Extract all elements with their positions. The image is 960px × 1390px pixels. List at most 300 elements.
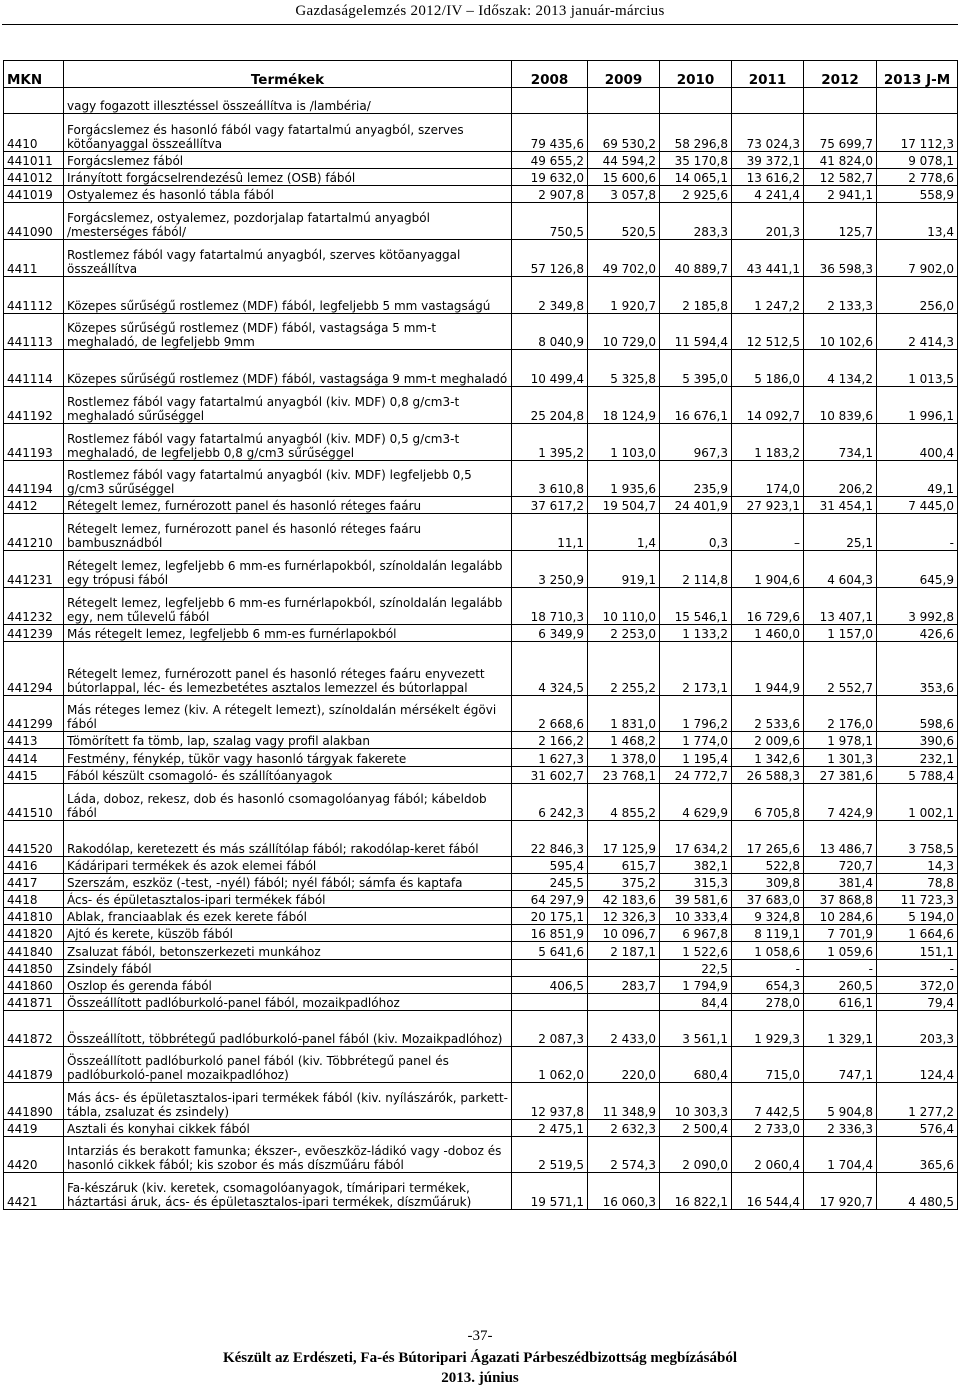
value-cell-2009: 10 110,0 [588,588,660,625]
product-name-cell: Zsindely fából [64,960,512,977]
table-row [4,732,958,749]
value-cell-2012: 616,1 [804,994,877,1011]
value-cell-2010: 15 546,1 [660,588,732,625]
value-cell-2009: 919,1 [588,551,660,588]
value-cell-2008: 10 499,4 [512,350,588,387]
table-row [4,874,958,891]
value-cell-2009: 375,2 [588,874,660,891]
value-cell-2008: 12 937,8 [512,1083,588,1120]
value-cell-2008: 5 641,6 [512,942,588,960]
value-cell-2012: - [804,960,877,977]
product-name-cell: Összeállított, többrétegű padlóburkoló-panel fából (kiv. Mozaikpadlóhoz) [64,1011,512,1047]
product-name-cell: Asztali és konyhai cikkek fából [64,1120,512,1137]
table-row [4,551,958,588]
value-cell-2013-j-m: 2 778,6 [877,169,958,186]
mkn-code-cell: 4412 [4,497,64,514]
value-cell-2010: 17 634,2 [660,821,732,857]
product-name-cell: Ablak, franciaablak és ezek kerete fából [64,908,512,925]
mkn-code-cell: 4420 [4,1137,64,1173]
value-cell-2010: 2 925,6 [660,186,732,203]
mkn-code-cell: 441871 [4,994,64,1011]
value-cell-2010: 11 594,4 [660,314,732,350]
mkn-code-cell: 441890 [4,1083,64,1120]
running-head: Gazdaságelemzés 2012/IV – Időszak: 2013 január-március [0,0,960,26]
value-cell-2010: 16 676,1 [660,387,732,424]
product-name-cell: Rétegelt lemez, legfeljebb 6 mm-es furnérlapokból, színoldalán legalább egy trópusi fából [64,551,512,588]
mkn-code-cell: 441114 [4,350,64,387]
mkn-code-cell: 4419 [4,1120,64,1137]
value-cell-2010: 315,3 [660,874,732,891]
value-cell-2009: 3 057,8 [588,186,660,203]
value-cell-2013-j-m: 7 902,0 [877,240,958,277]
value-cell-2013-j-m: 14,3 [877,857,958,874]
value-cell-2013-j-m: 3 992,8 [877,588,958,625]
product-name-cell: Ostyalemez és hasonló tábla fából [64,186,512,203]
table-row [4,169,958,186]
publication-date: 2013. június [441,1370,519,1386]
table-row [4,891,958,908]
product-name-cell: Rakodólap, keretezett és más szállítólap fából; rakodólap-keret fából [64,821,512,857]
value-cell-2012: 7 701,9 [804,925,877,942]
value-cell-2008: 22 846,3 [512,821,588,857]
value-cell-2012: 31 454,1 [804,497,877,514]
product-name-cell: Rétegelt lemez, legfeljebb 6 mm-es furnérlapokból, színoldalán legalább egy, nem tűlevelű fából [64,588,512,625]
value-cell-2013-j-m: 1 002,1 [877,784,958,821]
value-cell-2010: 1 774,0 [660,732,732,749]
table-header-row [4,61,958,88]
table-row [4,642,958,696]
value-cell-2012: 1 059,6 [804,942,877,960]
value-cell-2009 [588,994,660,1011]
value-cell-2010: 35 170,8 [660,152,732,169]
product-name-cell: Rostlemez fából vagy fatartalmú anyagból (kiv. MDF) 0,8 g/cm3-t meghaladó sűrűséggel [64,387,512,424]
mkn-code-cell: 441231 [4,551,64,588]
mkn-code-cell: 4421 [4,1173,64,1210]
value-cell-2012: 10 284,6 [804,908,877,925]
value-cell-2010: 39 581,6 [660,891,732,908]
value-cell-2011: 1 342,6 [732,749,804,767]
value-cell-2009: 220,0 [588,1047,660,1083]
mkn-code-cell: 441299 [4,696,64,732]
table-row [4,1173,958,1210]
header-2010: 2010 [660,61,732,88]
value-cell-2012: 381,4 [804,874,877,891]
value-cell-2009: 11 348,9 [588,1083,660,1120]
value-cell-2012: 4 134,2 [804,350,877,387]
value-cell-2009: 42 183,6 [588,891,660,908]
value-cell-2011: 16 729,6 [732,588,804,625]
value-cell-2011: 278,0 [732,994,804,1011]
value-cell-2008: 2 349,8 [512,277,588,314]
mkn-code-cell: 4415 [4,767,64,784]
value-cell-2012: 13 486,7 [804,821,877,857]
value-cell-2010: 40 889,7 [660,240,732,277]
value-cell-2013-j-m: 11 723,3 [877,891,958,908]
value-cell-2008: 1 395,2 [512,424,588,461]
value-cell-2013-j-m [877,88,958,114]
table-row [4,960,958,977]
product-name-cell: Rostlemez fából vagy fatartalmú anyagból (kiv. MDF) 0,5 g/cm3-t meghaladó, de legfeljebb 0,8 g/cm3 sűrűséggel [64,424,512,461]
value-cell-2013-j-m: 400,4 [877,424,958,461]
mkn-code-cell [4,88,64,114]
value-cell-2012: 41 824,0 [804,152,877,169]
value-cell-2009: 2 574,3 [588,1137,660,1173]
product-name-cell: Rostlemez fából vagy fatartalmú anyagból, szerves kötõanyaggal összeállítva [64,240,512,277]
value-cell-2010: 967,3 [660,424,732,461]
value-cell-2009: 1 378,0 [588,749,660,767]
value-cell-2008: 49 655,2 [512,152,588,169]
value-cell-2009: 2 253,0 [588,625,660,642]
value-cell-2009: 19 504,7 [588,497,660,514]
value-cell-2012: 1 157,0 [804,625,877,642]
value-cell-2013-j-m: 17 112,3 [877,114,958,152]
value-cell-2009: 1 935,6 [588,461,660,497]
value-cell-2008: 79 435,6 [512,114,588,152]
value-cell-2008: 20 175,1 [512,908,588,925]
value-cell-2011: 1 944,9 [732,642,804,696]
product-name-cell: Forgácslemez, ostyalemez, pozdorjalap fatartalmú anyagból /mesterséges fából/ [64,203,512,240]
value-cell-2013-j-m: 598,6 [877,696,958,732]
product-name-cell: Közepes sűrűségű rostlemez (MDF) fából, vastagsága 5 mm-t meghaladó, de legfeljebb 9mm [64,314,512,350]
value-cell-2009: 2 433,0 [588,1011,660,1047]
mkn-code-cell: 441210 [4,514,64,551]
value-cell-2013-j-m: 203,3 [877,1011,958,1047]
value-cell-2013-j-m: 49,1 [877,461,958,497]
table-row [4,784,958,821]
value-cell-2010: 5 395,0 [660,350,732,387]
value-cell-2012: 125,7 [804,203,877,240]
table-row [4,1083,958,1120]
value-cell-2008: 4 324,5 [512,642,588,696]
value-cell-2009: 1 920,7 [588,277,660,314]
value-cell-2009: 520,5 [588,203,660,240]
value-cell-2010: 84,4 [660,994,732,1011]
value-cell-2010: 3 561,1 [660,1011,732,1047]
mkn-code-cell: 441192 [4,387,64,424]
value-cell-2011: 1 247,2 [732,277,804,314]
table-row [4,908,958,925]
value-cell-2010: 2 500,4 [660,1120,732,1137]
mkn-code-cell: 441012 [4,169,64,186]
value-cell-2008: 6 349,9 [512,625,588,642]
value-cell-2012: 17 920,7 [804,1173,877,1210]
value-cell-2008: 3 250,9 [512,551,588,588]
value-cell-2011: 4 241,4 [732,186,804,203]
value-cell-2009: 4 855,2 [588,784,660,821]
mkn-code-cell: 441820 [4,925,64,942]
mkn-code-cell: 441872 [4,1011,64,1047]
value-cell-2011: 174,0 [732,461,804,497]
value-cell-2009: 1,4 [588,514,660,551]
value-cell-2012: 2 552,7 [804,642,877,696]
table-row [4,152,958,169]
value-cell-2010: 382,1 [660,857,732,874]
table-row [4,424,958,461]
page-number: -37- [467,1328,493,1344]
value-cell-2012: 206,2 [804,461,877,497]
value-cell-2008 [512,88,588,114]
value-cell-2013-j-m: 2 414,3 [877,314,958,350]
value-cell-2011: 1 058,6 [732,942,804,960]
value-cell-2013-j-m: 5 194,0 [877,908,958,925]
value-cell-2012: 747,1 [804,1047,877,1083]
value-cell-2008: 2 087,3 [512,1011,588,1047]
table-row [4,749,958,767]
value-cell-2010: 10 303,3 [660,1083,732,1120]
value-cell-2011: 9 324,8 [732,908,804,925]
product-name-cell: Fából készült csomagoló- és szállítóanyagok [64,767,512,784]
value-cell-2013-j-m: 151,1 [877,942,958,960]
product-statistics-table [3,60,958,1210]
product-name-cell: Más réteges lemez (kiv. A rétegelt lemezt), színoldalán mérsékelt égövi fából [64,696,512,732]
value-cell-2008: 8 040,9 [512,314,588,350]
value-cell-2008: 6 242,3 [512,784,588,821]
table-row [4,821,958,857]
value-cell-2013-j-m: 372,0 [877,977,958,994]
value-cell-2013-j-m: 256,0 [877,277,958,314]
value-cell-2012: 2 941,1 [804,186,877,203]
table-row [4,186,958,203]
table-row [4,625,958,642]
header-2011: 2011 [732,61,804,88]
table-row [4,994,958,1011]
value-cell-2009: 1 468,2 [588,732,660,749]
value-cell-2009: 49 702,0 [588,240,660,277]
value-cell-2012: 7 424,9 [804,784,877,821]
value-cell-2012: 1 704,4 [804,1137,877,1173]
product-name-cell: Fa-készáruk (kiv. keretek, csomagolóanyagok, tímáripari termékek, háztartási áruk, ács- és épületasztalos-ipari termékek, díszműáruk) [64,1173,512,1210]
table-row [4,1137,958,1173]
mkn-code-cell: 4413 [4,732,64,749]
value-cell-2010: 58 296,8 [660,114,732,152]
value-cell-2009: 5 325,8 [588,350,660,387]
value-cell-2013-j-m: 576,4 [877,1120,958,1137]
value-cell-2012: 25,1 [804,514,877,551]
value-cell-2012: 2 133,3 [804,277,877,314]
product-name-cell: vagy fogazott illesztéssel összeállítva is /lambéria/ [64,88,512,114]
product-name-cell: Irányított forgácselrendezésû lemez (OSB) fából [64,169,512,186]
mkn-code-cell: 4410 [4,114,64,152]
value-cell-2010: 24 772,7 [660,767,732,784]
value-cell-2013-j-m: 9 078,1 [877,152,958,169]
table-row [4,88,958,114]
value-cell-2012: 13 407,1 [804,588,877,625]
value-cell-2010: 2 090,0 [660,1137,732,1173]
value-cell-2010: 1 195,4 [660,749,732,767]
header-2013-j-m: 2013 J-M [877,61,958,88]
value-cell-2009: 12 326,3 [588,908,660,925]
value-cell-2013-j-m: 1 664,6 [877,925,958,942]
value-cell-2012: 36 598,3 [804,240,877,277]
table-row [4,114,958,152]
product-name-cell: Más rétegelt lemez, legfeljebb 6 mm-es furnérlapokból [64,625,512,642]
value-cell-2011: 12 512,5 [732,314,804,350]
value-cell-2013-j-m: - [877,960,958,977]
value-cell-2011: 17 265,6 [732,821,804,857]
value-cell-2008: 18 710,3 [512,588,588,625]
table-row [4,203,958,240]
table-row [4,696,958,732]
product-name-cell: Összeállított padlóburkoló panel fából (kiv. Többrétegű panel és padlóburkoló-panel mozaikpadlóhoz) [64,1047,512,1083]
mkn-code-cell: 441193 [4,424,64,461]
value-cell-2009: 10 096,7 [588,925,660,942]
value-cell-2010: 24 401,9 [660,497,732,514]
table-row [4,767,958,784]
value-cell-2010: 6 967,8 [660,925,732,942]
table-row [4,350,958,387]
value-cell-2008: 1 062,0 [512,1047,588,1083]
product-name-cell: Tömörített fa tömb, lap, szalag vagy profil alakban [64,732,512,749]
table-row [4,277,958,314]
value-cell-2009: 16 060,3 [588,1173,660,1210]
mkn-code-cell: 441840 [4,942,64,960]
table-row [4,925,958,942]
header-2008: 2008 [512,61,588,88]
product-name-cell: Ács- és épületasztalos-ipari termékek fából [64,891,512,908]
value-cell-2013-j-m: 79,4 [877,994,958,1011]
value-cell-2010: 283,3 [660,203,732,240]
value-cell-2010: 14 065,1 [660,169,732,186]
value-cell-2011: 1 929,3 [732,1011,804,1047]
mkn-code-cell: 4416 [4,857,64,874]
value-cell-2010: 16 822,1 [660,1173,732,1210]
table-row [4,977,958,994]
mkn-code-cell: 441194 [4,461,64,497]
mkn-code-cell: 441112 [4,277,64,314]
value-cell-2013-j-m: 1 013,5 [877,350,958,387]
value-cell-2011: 1 904,6 [732,551,804,588]
value-cell-2012: 2 336,3 [804,1120,877,1137]
value-cell-2012: 734,1 [804,424,877,461]
value-cell-2009: 1 831,0 [588,696,660,732]
product-name-cell: Intarziás és berakott famunka; ékszer-, evõeszköz-ládikó vagy -doboz és hasonló cikkek fából; kis szobor és más díszműáru fából [64,1137,512,1173]
value-cell-2013-j-m: 426,6 [877,625,958,642]
value-cell-2009: 2 187,1 [588,942,660,960]
value-cell-2008: 406,5 [512,977,588,994]
value-cell-2011: – [732,514,804,551]
value-cell-2008: 2 907,8 [512,186,588,203]
value-cell-2010: 0,3 [660,514,732,551]
value-cell-2009: 10 729,0 [588,314,660,350]
mkn-code-cell: 441232 [4,588,64,625]
mkn-code-cell: 4417 [4,874,64,891]
product-name-cell: Forgácslemez fából [64,152,512,169]
value-cell-2008: 2 475,1 [512,1120,588,1137]
value-cell-2008 [512,960,588,977]
value-cell-2011: 27 923,1 [732,497,804,514]
value-cell-2008: 64 297,9 [512,891,588,908]
table-row [4,588,958,625]
table-body [4,88,958,1210]
mkn-code-cell: 441510 [4,784,64,821]
value-cell-2012: 1 978,1 [804,732,877,749]
value-cell-2011: - [732,960,804,977]
value-cell-2010: 2 114,8 [660,551,732,588]
value-cell-2008 [512,994,588,1011]
value-cell-2013-j-m: 232,1 [877,749,958,767]
value-cell-2011: 309,8 [732,874,804,891]
value-cell-2012: 1 301,3 [804,749,877,767]
value-cell-2009: 69 530,2 [588,114,660,152]
mkn-code-cell: 441850 [4,960,64,977]
value-cell-2011: 2 060,4 [732,1137,804,1173]
value-cell-2012: 27 381,6 [804,767,877,784]
value-cell-2011: 5 186,0 [732,350,804,387]
table-row [4,857,958,874]
value-cell-2013-j-m: 13,4 [877,203,958,240]
value-cell-2008: 2 519,5 [512,1137,588,1173]
value-cell-2009: 15 600,6 [588,169,660,186]
value-cell-2008: 595,4 [512,857,588,874]
value-cell-2013-j-m: 365,6 [877,1137,958,1173]
value-cell-2009: 283,7 [588,977,660,994]
value-cell-2008: 57 126,8 [512,240,588,277]
value-cell-2008: 25 204,8 [512,387,588,424]
mkn-code-cell: 441113 [4,314,64,350]
value-cell-2009: 1 103,0 [588,424,660,461]
value-cell-2011: 6 705,8 [732,784,804,821]
value-cell-2010 [660,88,732,114]
value-cell-2008: 31 602,7 [512,767,588,784]
table-row [4,942,958,960]
value-cell-2011: 201,3 [732,203,804,240]
value-cell-2012: 1 329,1 [804,1011,877,1047]
value-cell-2011: 7 442,5 [732,1083,804,1120]
table-row [4,497,958,514]
value-cell-2012 [804,88,877,114]
value-cell-2008: 2 166,2 [512,732,588,749]
header-2009: 2009 [588,61,660,88]
value-cell-2008: 245,5 [512,874,588,891]
value-cell-2012: 10 102,6 [804,314,877,350]
product-name-cell: Rétegelt lemez, furnérozott panel és hasonló réteges faáru [64,497,512,514]
product-name-cell: Forgácslemez és hasonló fából vagy fatartalmú anyagból, szerves kötőanyaggal összeállítva [64,114,512,152]
header-2012: 2012 [804,61,877,88]
header-mkn: MKN [4,61,64,88]
value-cell-2009: 18 124,9 [588,387,660,424]
value-cell-2011: 1 183,2 [732,424,804,461]
value-cell-2008: 11,1 [512,514,588,551]
value-cell-2010: 2 185,8 [660,277,732,314]
mkn-code-cell: 4418 [4,891,64,908]
product-name-cell: Rostlemez fából vagy fatartalmú anyagból (kiv. MDF) legfeljebb 0,5 g/cm3 sűrűséggel [64,461,512,497]
mkn-code-cell: 441520 [4,821,64,857]
value-cell-2009: 23 768,1 [588,767,660,784]
mkn-code-cell: 441860 [4,977,64,994]
product-name-cell: Rétegelt lemez, furnérozott panel és hasonló réteges faáru enyvezett bútorlappal, léc- és lemezbetétes asztalos lemezzel és bútorlappal [64,642,512,696]
value-cell-2011: 39 372,1 [732,152,804,169]
value-cell-2011: 522,8 [732,857,804,874]
mkn-code-cell: 441239 [4,625,64,642]
value-cell-2011: 8 119,1 [732,925,804,942]
value-cell-2009: 2 255,2 [588,642,660,696]
mkn-code-cell: 441011 [4,152,64,169]
value-cell-2013-j-m: 78,8 [877,874,958,891]
value-cell-2012: 720,7 [804,857,877,874]
product-name-cell: Zsaluzat fából, betonszerkezeti munkához [64,942,512,960]
value-cell-2010: 1 794,9 [660,977,732,994]
value-cell-2012: 5 904,8 [804,1083,877,1120]
value-cell-2013-j-m: 3 758,5 [877,821,958,857]
mkn-code-cell: 441090 [4,203,64,240]
commission-note: Készült az Erdészeti, Fa-és Bútoripari Ágazati Párbeszédbizottság megbízásából [222,1350,738,1366]
value-cell-2013-j-m: - [877,514,958,551]
value-cell-2010: 22,5 [660,960,732,977]
value-cell-2012: 260,5 [804,977,877,994]
value-cell-2011: 26 588,3 [732,767,804,784]
mkn-code-cell: 4414 [4,749,64,767]
value-cell-2012: 12 582,7 [804,169,877,186]
